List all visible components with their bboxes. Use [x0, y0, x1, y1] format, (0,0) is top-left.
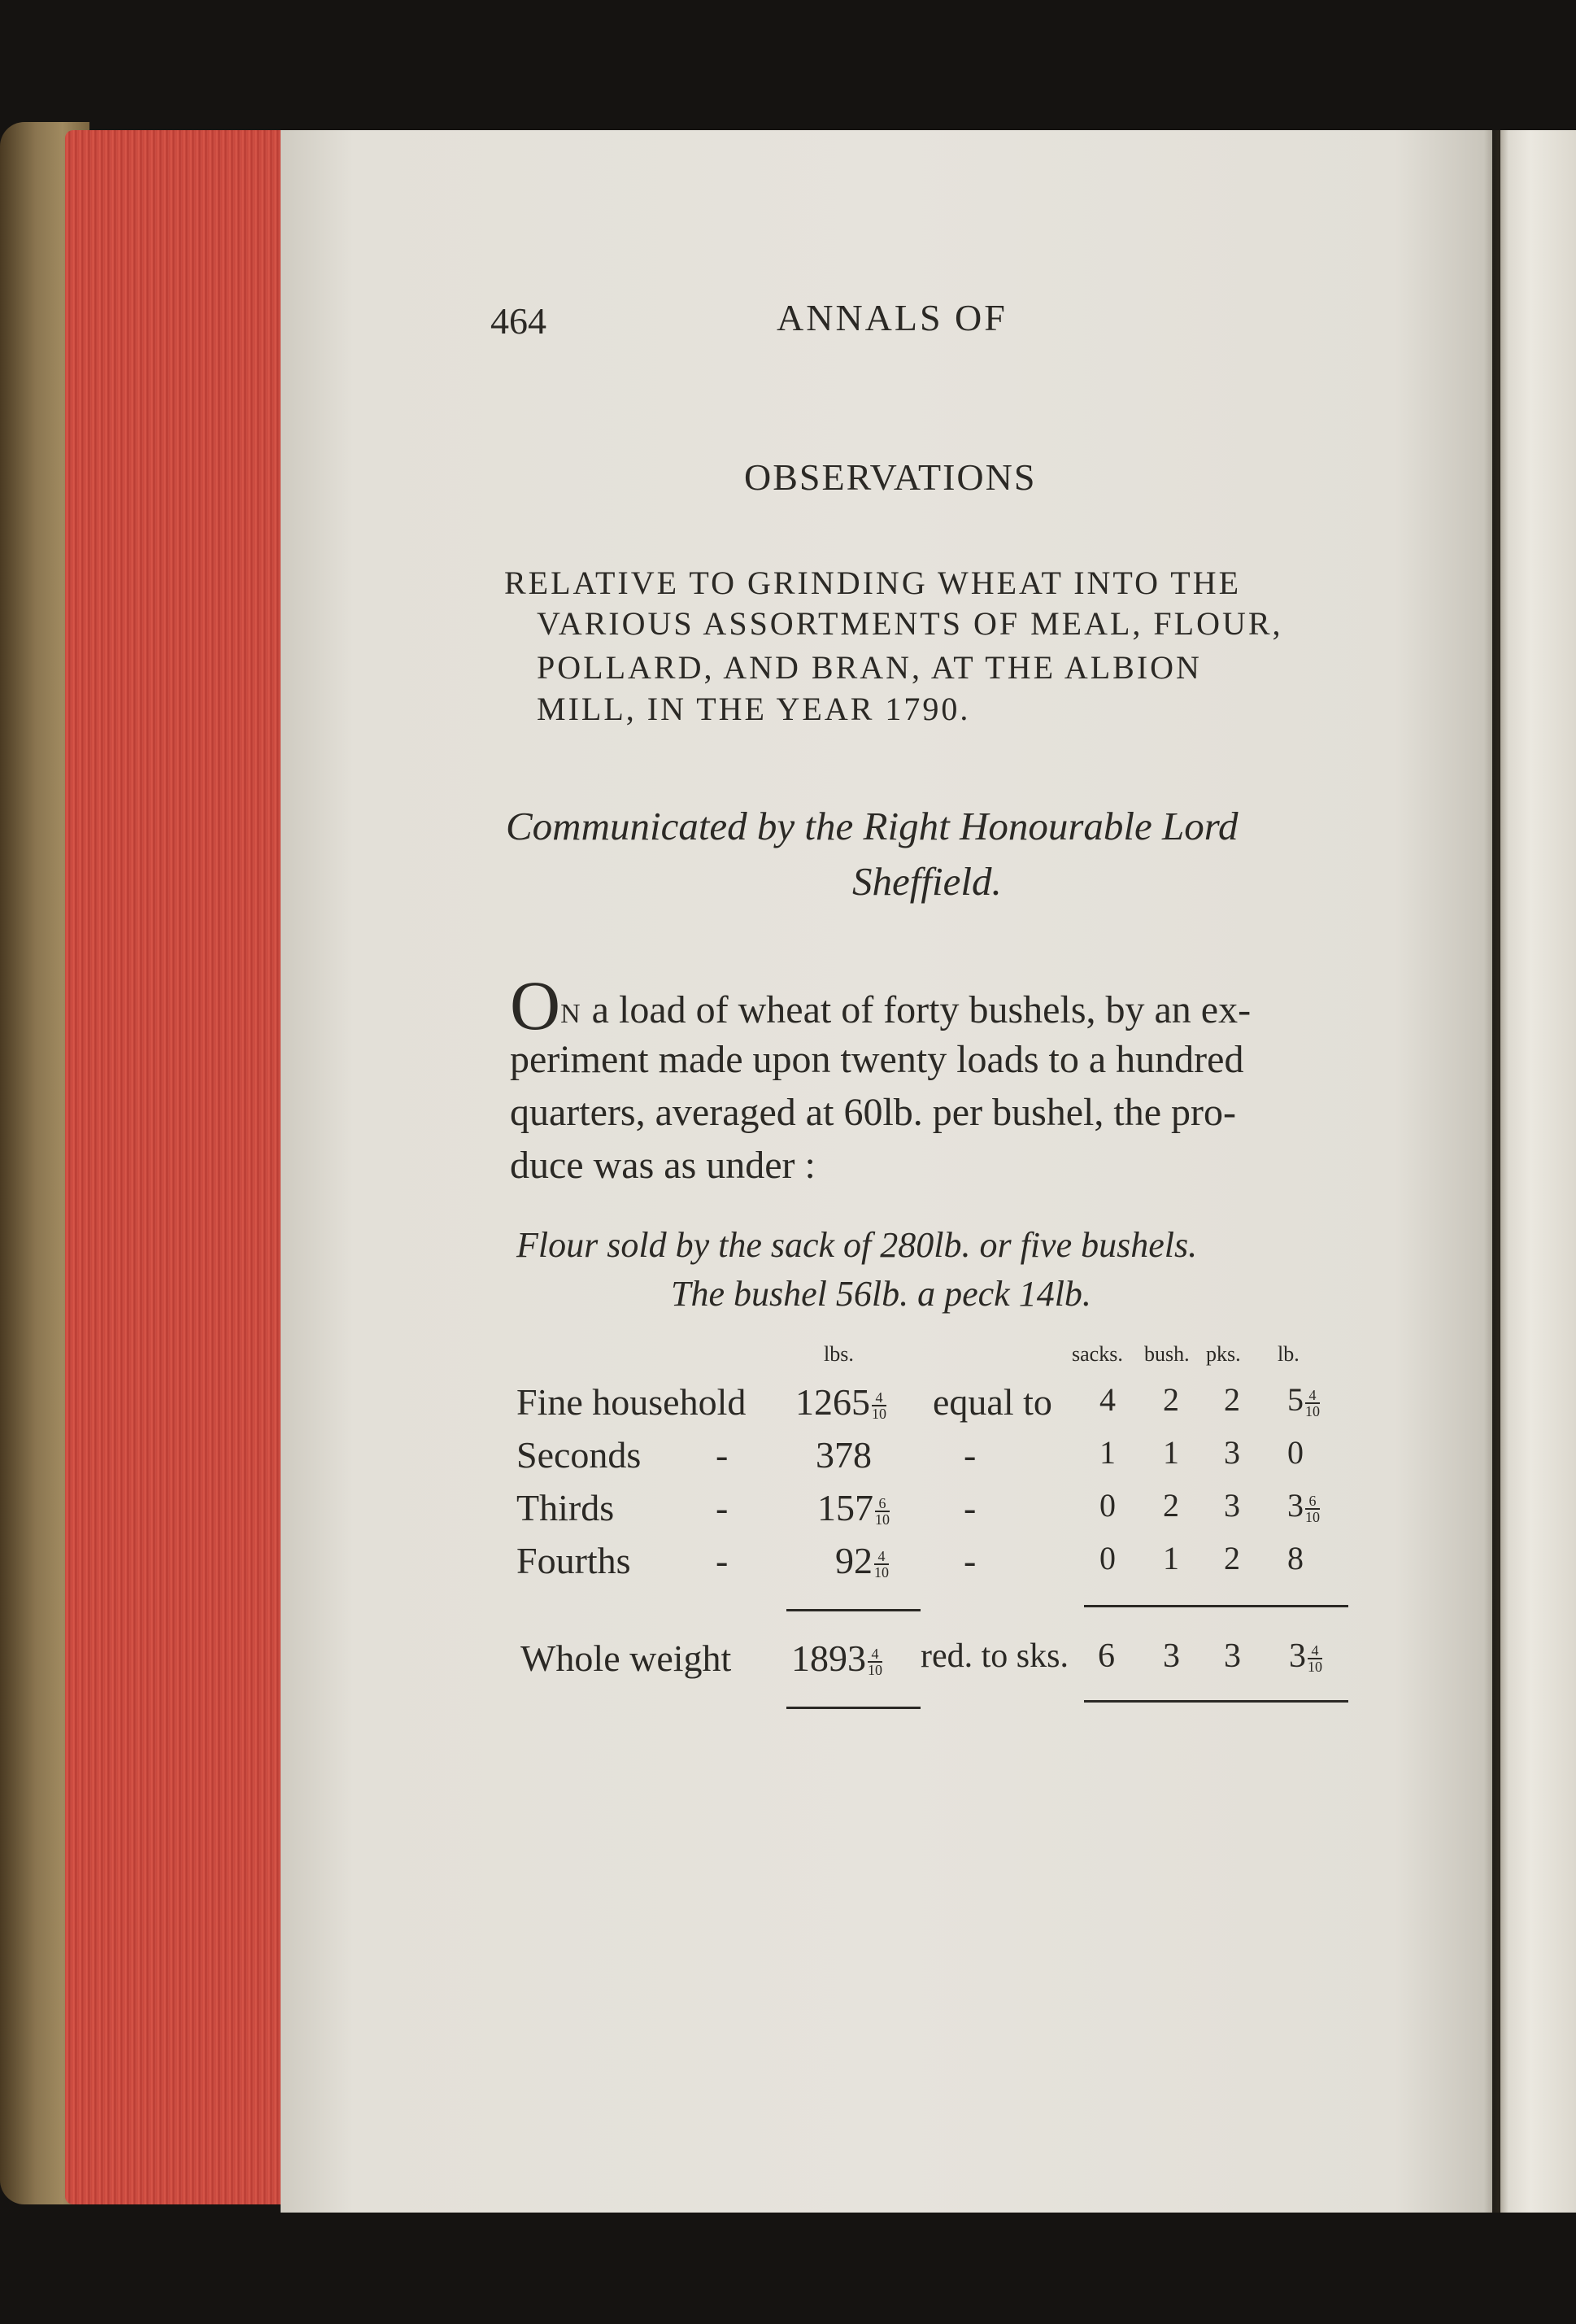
communicated-line-1: Communicated by the Right Honourable Lord	[506, 804, 1239, 848]
next-page-edge	[1500, 130, 1576, 2213]
row-bush: 2	[1163, 1381, 1179, 1418]
row-dash: -	[716, 1540, 729, 1581]
communicated-line-2: Sheffield.	[852, 859, 1002, 904]
row-dash: -	[716, 1434, 729, 1476]
total-lb: 3 $\frac{4}{10}$	[1289, 1637, 1322, 1676]
row-label: Fourths	[516, 1540, 631, 1581]
smallcap: N	[560, 999, 582, 1029]
row-label: Seconds	[516, 1434, 642, 1476]
fraction: $\frac{4}{10}$	[872, 1389, 886, 1423]
note-line-1: Flour sold by the sack of 280lb. or five bushels.	[516, 1225, 1198, 1265]
dropcap: O	[510, 966, 561, 1044]
row-label: Fine household	[516, 1381, 747, 1423]
fraction: $\frac{6}{10}$	[1305, 1492, 1320, 1525]
subtitle-line-2: VARIOUS ASSORTMENTS OF MEAL, FLOUR,	[537, 605, 1283, 642]
row-lb: 5 $\frac{4}{10}$	[1287, 1381, 1320, 1419]
row-label: Thirds	[516, 1487, 615, 1528]
article-title: OBSERVATIONS	[744, 456, 1037, 498]
row-pks: 3	[1224, 1487, 1240, 1524]
fraction: $\frac{4}{10}$	[868, 1646, 882, 1679]
row-mid: -	[964, 1540, 977, 1581]
page-edges	[65, 130, 301, 2204]
body-line-4: duce was as under :	[510, 1144, 816, 1187]
row-lbs: 1265 $\frac{4}{10}$	[795, 1381, 886, 1423]
rule-sacks-sum	[1084, 1605, 1348, 1607]
row-dash: -	[716, 1487, 729, 1528]
fraction: $\frac{6}{10}$	[875, 1495, 890, 1528]
fraction: $\frac{4}{10}$	[874, 1548, 889, 1581]
subtitle-line-1: RELATIVE TO GRINDING WHEAT INTO THE	[504, 565, 1242, 601]
total-lbs: 1893 $\frac{4}{10}$	[791, 1637, 882, 1679]
row-pks: 2	[1224, 1381, 1240, 1418]
row-bush: 1	[1163, 1434, 1179, 1471]
body-line-1-text: a load of wheat of forty bushels, by an ex-	[591, 988, 1252, 1031]
total-pks: 3	[1224, 1637, 1241, 1675]
row-lb: 3 $\frac{6}{10}$	[1287, 1487, 1320, 1525]
row-sacks: 0	[1099, 1540, 1116, 1576]
subtitle-line-3: POLLARD, AND BRAN, AT THE ALBION	[537, 649, 1202, 686]
col-head-lbs: lbs.	[824, 1342, 854, 1366]
row-mid: equal to	[933, 1381, 1052, 1423]
col-head-pks: pks.	[1206, 1342, 1241, 1366]
rule-lbs-sum	[786, 1609, 921, 1611]
col-head-lb: lb.	[1278, 1342, 1300, 1366]
gutter-shadow	[1484, 130, 1509, 2213]
total-label: Whole weight	[520, 1637, 732, 1679]
row-lbs: 92 $\frac{4}{10}$	[835, 1540, 889, 1581]
col-head-sacks: sacks.	[1072, 1342, 1123, 1366]
total-sacks: 6	[1098, 1637, 1115, 1675]
subtitle-line-4: MILL, IN THE YEAR 1790.	[537, 691, 971, 727]
row-lbs: 157 $\frac{6}{10}$	[817, 1487, 890, 1528]
page-number: 464	[490, 300, 546, 342]
row-sacks: 0	[1099, 1487, 1116, 1524]
total-bush: 3	[1163, 1637, 1180, 1675]
col-head-bush: bush.	[1144, 1342, 1190, 1366]
note-line-2: The bushel 56lb. a peck 14lb.	[671, 1274, 1091, 1314]
row-mid: -	[964, 1434, 977, 1476]
book-page	[281, 130, 1492, 2213]
row-bush: 2	[1163, 1487, 1179, 1524]
body-line-3: quarters, averaged at 60lb. per bushel, the pro-	[510, 1091, 1236, 1134]
rule-sacks-total	[1084, 1700, 1348, 1703]
body-line-2: periment made upon twenty loads to a hundred	[510, 1038, 1244, 1081]
rule-lbs-total	[786, 1707, 921, 1709]
row-pks: 2	[1224, 1540, 1240, 1576]
row-sacks: 1	[1099, 1434, 1116, 1471]
body-line-1	[510, 966, 1252, 1044]
total-mid: red. to sks.	[921, 1637, 1069, 1675]
row-lbs: 378	[816, 1434, 872, 1476]
row-bush: 1	[1163, 1540, 1179, 1576]
row-sacks: 4	[1099, 1381, 1116, 1418]
row-lb: 0	[1287, 1434, 1304, 1471]
row-pks: 3	[1224, 1434, 1240, 1471]
row-mid: -	[964, 1487, 977, 1528]
row-lb: 8	[1287, 1540, 1304, 1576]
fraction: $\frac{4}{10}$	[1308, 1642, 1322, 1676]
fraction: $\frac{4}{10}$	[1305, 1386, 1320, 1419]
running-head: ANNALS OF	[777, 297, 1008, 338]
